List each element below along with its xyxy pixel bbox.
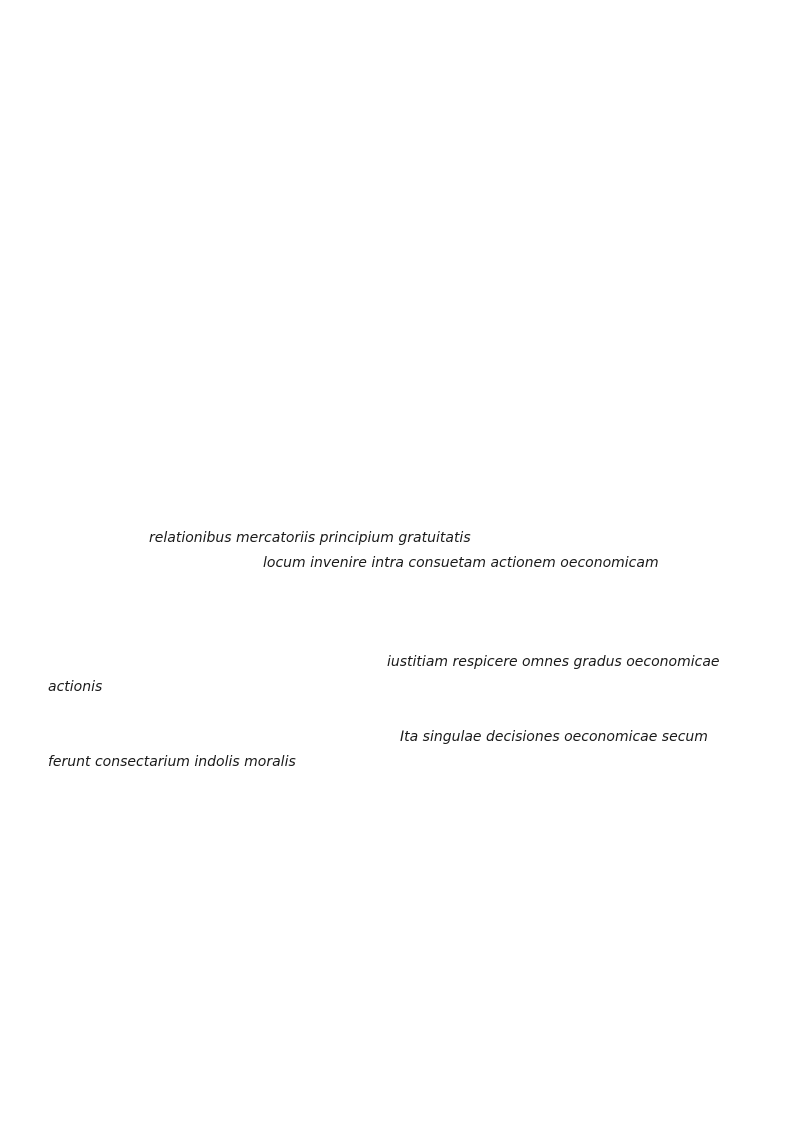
text-line: iustitiam respicere omnes gradus oeconomicae <box>387 654 720 670</box>
text-line: locum invenire intra consuetam actionem oeconomicam <box>263 555 659 571</box>
text-line: Ita singulae decisiones oeconomicae secum <box>400 729 708 745</box>
text-line: actionis <box>48 679 103 695</box>
text-line: ferunt consectarium indolis moralis <box>48 754 296 770</box>
text-line: relationibus mercatoriis principium gratuitatis <box>149 530 471 546</box>
